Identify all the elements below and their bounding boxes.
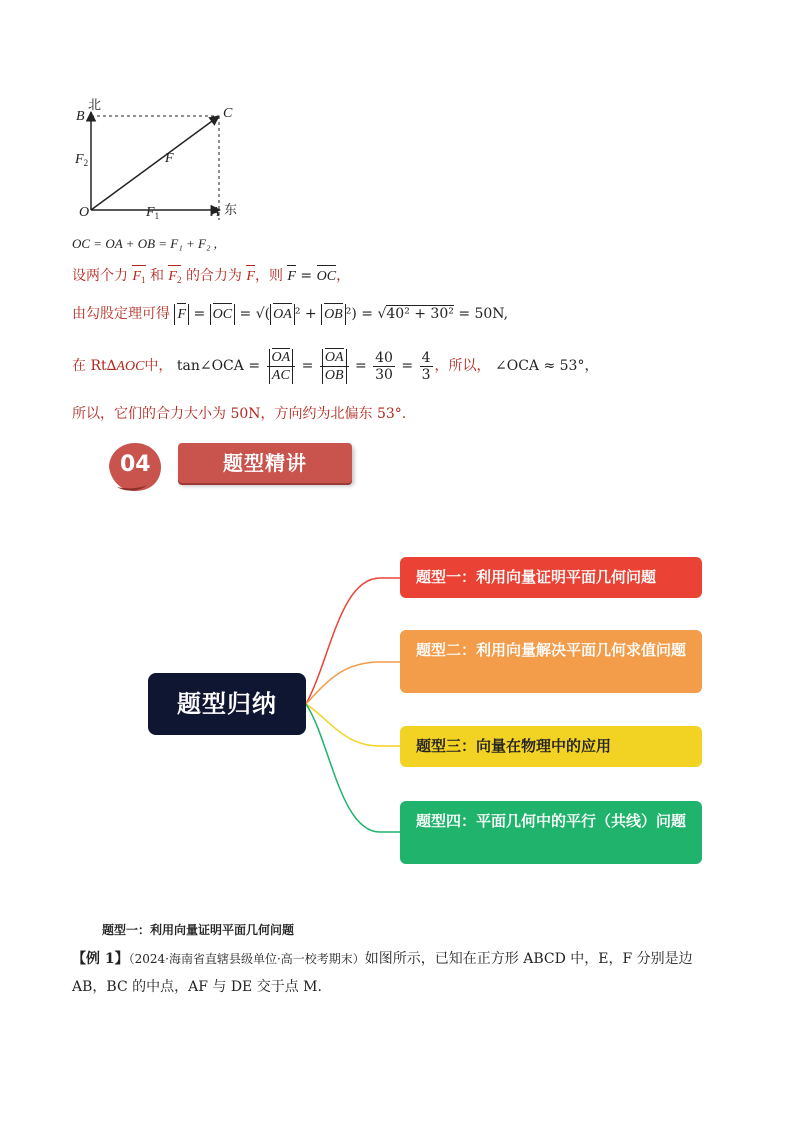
section-subtitle: 题型一：利用向量证明平面几何问题 bbox=[102, 923, 295, 937]
mindmap-node-4[interactable]: 题型四：平面几何中的平行（共线）问题 bbox=[400, 801, 702, 864]
mindmap-node-2[interactable]: 题型二：利用向量解决平面几何求值问题 bbox=[400, 630, 702, 693]
solution-line-2: 设两个力 $F_1$ 和 $F_2$ 的合力为 F，则 F = OC， bbox=[72, 266, 350, 290]
solution-line-4: 在 Rt∆AOC中， tan∠OCA = $\frac{OA}{AC}$ = $\frac{OA}{OB}$ = $\frac{40}{30}$ = $\frac{4}{3}$ ，所以， ∠OCA ≈ 53°， bbox=[72, 349, 599, 383]
radicand: √40² + 30² bbox=[377, 306, 454, 322]
label-C: C bbox=[223, 106, 233, 121]
label-F1: $F_1$ bbox=[146, 205, 160, 221]
label-F: F bbox=[165, 151, 174, 166]
section-number: 04 bbox=[120, 452, 151, 477]
vector-F-resultant: F bbox=[246, 267, 255, 287]
solution-line-5: 所以，它们的合力大小为 50N，方向约为北偏东 53°. bbox=[72, 406, 407, 422]
label-O: O bbox=[79, 205, 90, 220]
example-1: 【例 1】（2024·海南省直辖县级单位·高一校考期末）如图所示，已知在正方形 ABCD 中，E，F 分别是边 AB，BC 的中点，AF 与 DE 交于点 M. bbox=[72, 951, 693, 995]
solution-line-1: OC = OA + OB = F₁ + F₂ , bbox=[72, 236, 217, 251]
label-F2: $F_2$ bbox=[75, 152, 89, 168]
vector-F1: $F_1$ bbox=[132, 267, 145, 290]
solution-line-3: 由勾股定理可得 F = OC = √( OA ² + OB ²) = √40² + 30² = 50N, bbox=[72, 304, 508, 325]
label-north: 北 bbox=[88, 98, 102, 113]
mindmap-node-1[interactable]: 题型一：利用向量证明平面几何问题 bbox=[400, 557, 702, 598]
label-B: B bbox=[76, 109, 85, 124]
label-A: A bbox=[211, 205, 220, 220]
label-east: 东 bbox=[224, 203, 238, 218]
section-title-bar: 题型精讲 bbox=[178, 443, 352, 483]
mindmap-root: 题型归纳 bbox=[148, 673, 306, 735]
vector-F bbox=[91, 116, 219, 210]
vector-F2: $F_2$ bbox=[168, 267, 181, 290]
mindmap-connectors bbox=[300, 560, 410, 860]
mindmap-node-3[interactable]: 题型三：向量在物理中的应用 bbox=[400, 726, 702, 767]
